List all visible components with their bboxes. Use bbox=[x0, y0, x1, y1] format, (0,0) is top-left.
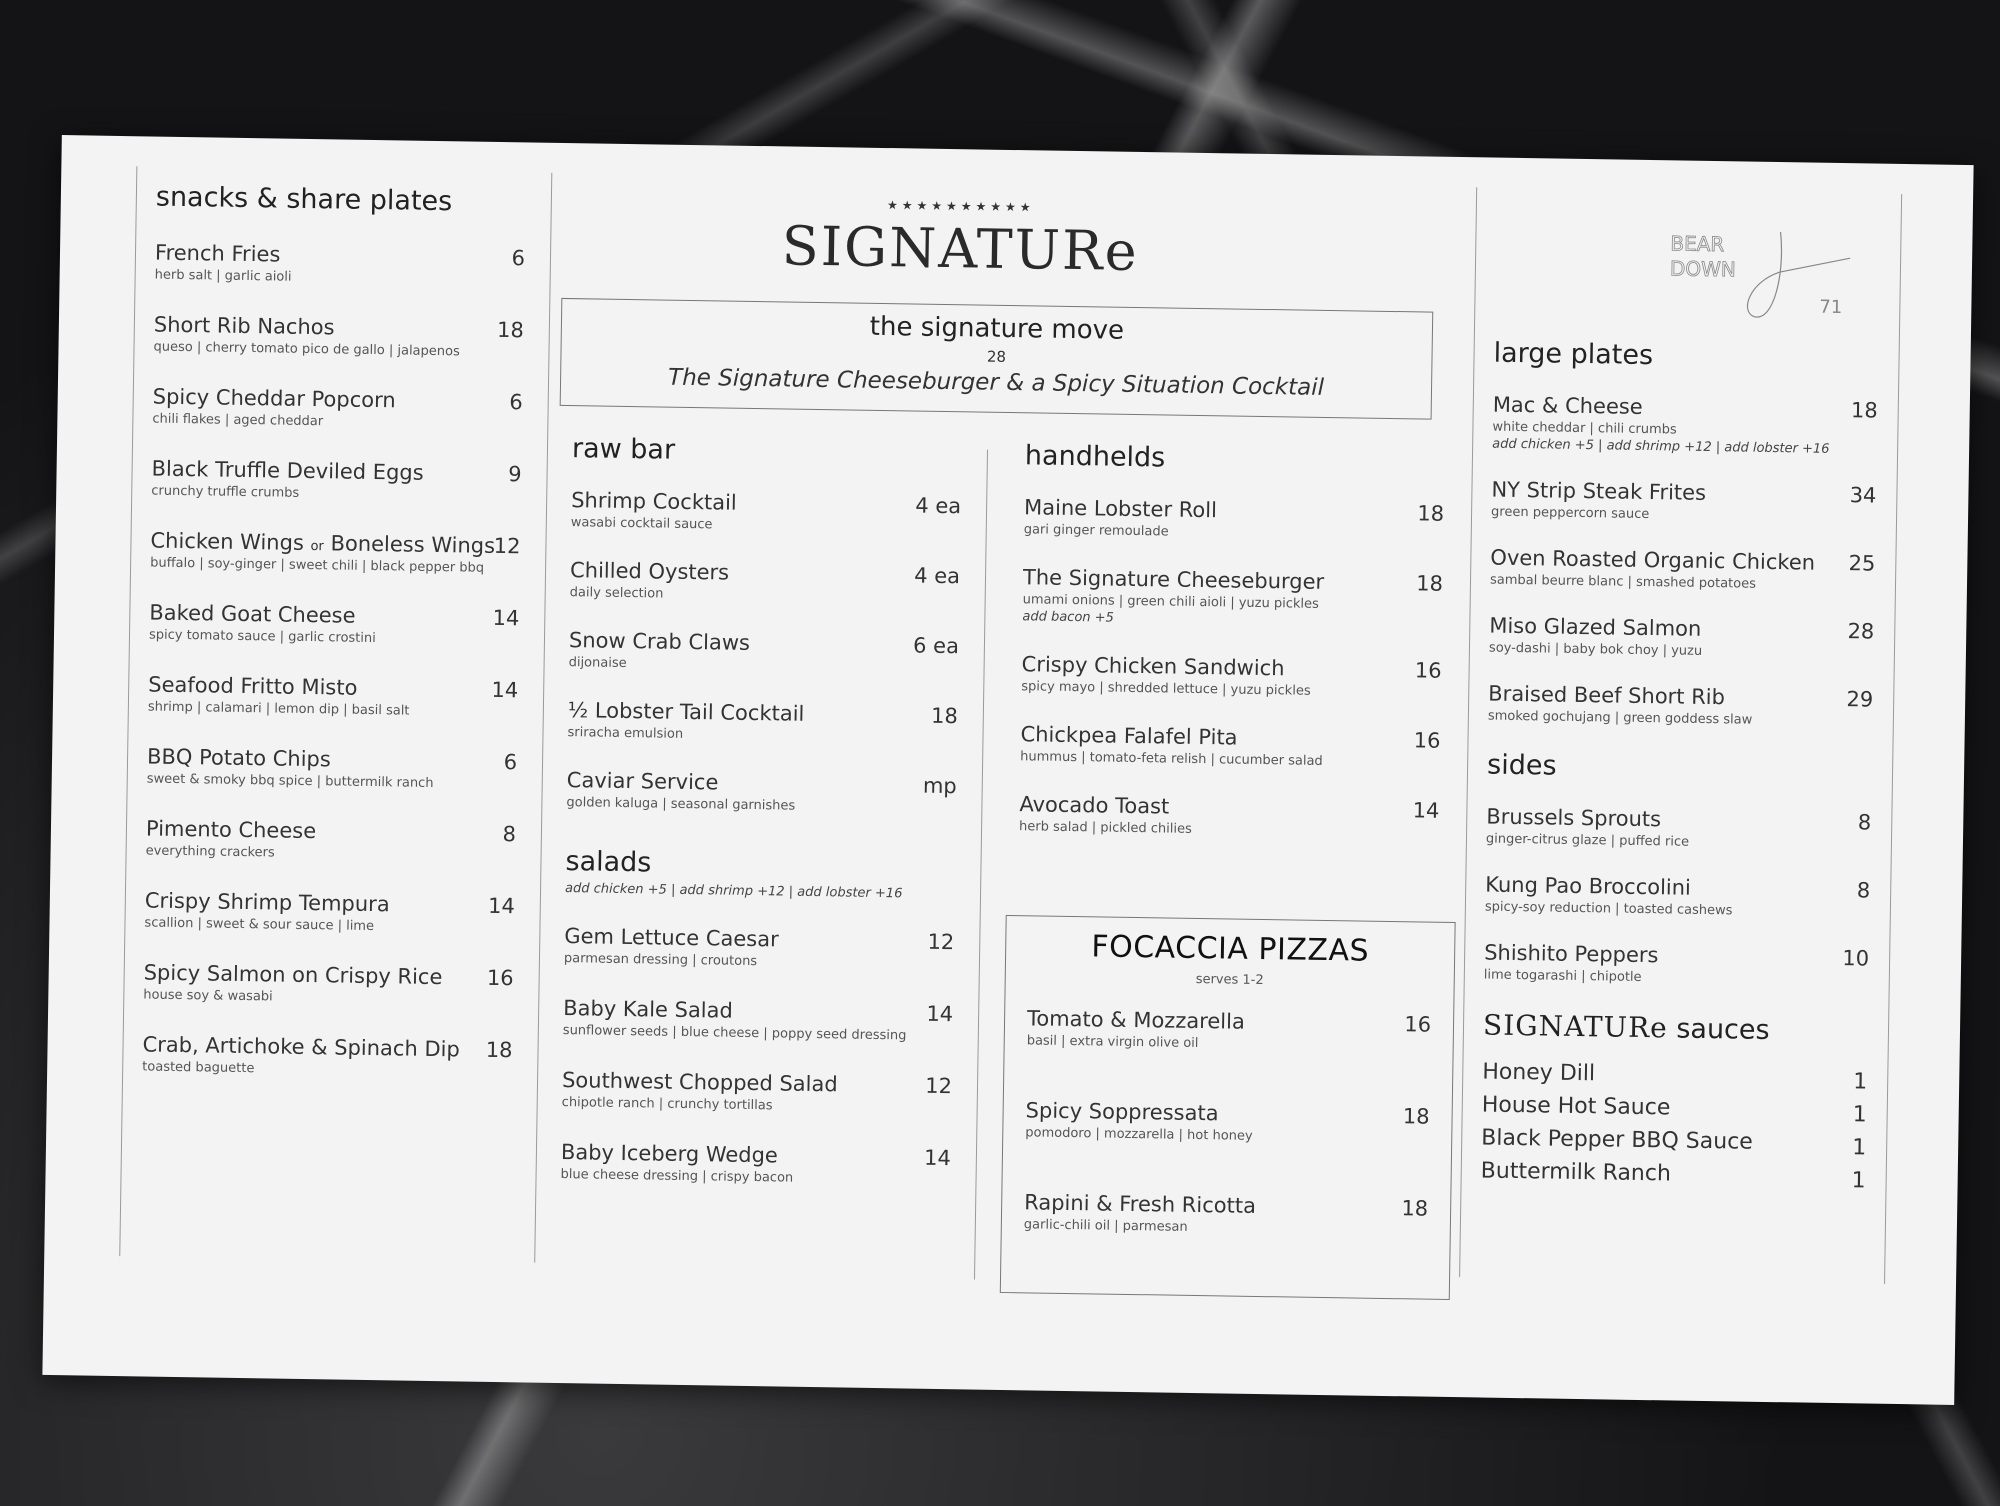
sauce-item: Honey Dill 1 bbox=[1482, 1059, 1868, 1095]
divider-right bbox=[1459, 187, 1477, 1277]
sauces-label: sauces bbox=[1676, 1013, 1770, 1046]
menu-item: Spicy Cheddar Popcorn chili flakes | aged cheddar 6 bbox=[152, 384, 523, 430]
handhelds-title: handhelds bbox=[1024, 440, 1166, 474]
menu-item: Kung Pao Broccolini spicy-soy reduction | toasted cashews 8 bbox=[1484, 872, 1871, 919]
rawbar-section bbox=[560, 433, 962, 1218]
snacks-section bbox=[142, 182, 526, 1103]
menu-item: Spicy Salmon on Crispy Rice house soy & wasabi 16 bbox=[143, 960, 514, 1005]
promo-title: the signature move bbox=[869, 311, 1125, 346]
menu-item: Tomato & Mozzarella basil | extra virgin olive oil 16 bbox=[1026, 1006, 1432, 1052]
menu-item: Spicy Soppressata pomodoro | mozzarella | hot honey 18 bbox=[1025, 1098, 1430, 1144]
menu-item: Baby Iceberg Wedge blue cheese dressing | crispy bacon 14 bbox=[560, 1140, 952, 1186]
menu-item: Brussels Sprouts ginger-citrus glaze | puffed rice 8 bbox=[1485, 804, 1872, 850]
menu-item: Chilled Oysters daily selection 4 ea bbox=[569, 558, 961, 602]
menu-item: Mac & Cheese white cheddar | chili crumbs add chicken +5 | add shrimp +12 | add lobster +16 18 bbox=[1492, 392, 1878, 457]
sauces-brand: SIGNATURe bbox=[1482, 1008, 1669, 1045]
menu-item: Braised Beef Short Rib smoked gochujang | green goddess slaw 29 bbox=[1487, 681, 1874, 728]
menu-item: Baked Goat Cheese spicy tomato sauce | garlic crostini 14 bbox=[148, 600, 520, 647]
autograph-line2: DOWN bbox=[1669, 256, 1737, 282]
snacks-title: snacks & share plates bbox=[155, 181, 453, 218]
sauce-item: House Hot Sauce 1 bbox=[1481, 1092, 1867, 1128]
large-plates-section bbox=[1480, 338, 1878, 1198]
menu-item: Crispy Chicken Sandwich spicy mayo | shredded lettuce | yuzu pickles 16 bbox=[1021, 652, 1442, 699]
pizzas-title: FOCACCIA PIZZAS bbox=[1091, 929, 1370, 969]
menu-item: Gem Lettuce Caesar parmesan dressing | croutons 12 bbox=[563, 924, 955, 970]
signature-move-box bbox=[560, 298, 1434, 420]
menu-item: Chicken Wings or Boneless Wings buffalo | soy-ginger | sweet chili | black pepper bbq 12 bbox=[150, 528, 521, 576]
border-right bbox=[1884, 194, 1902, 1284]
autograph-number: 71 bbox=[1819, 296, 1843, 319]
menu-item: Snow Crab Claws dijonaise 6 ea bbox=[568, 628, 960, 671]
sides-title: sides bbox=[1486, 749, 1557, 782]
menu-item: Southwest Chopped Salad chipotle ranch | crunchy tortillas 12 bbox=[561, 1068, 953, 1114]
salads-note: add chicken +5 | add shrimp +12 | add lobster +16 bbox=[564, 881, 903, 902]
menu-item: Avocado Toast herb salad | pickled chilies 14 bbox=[1018, 792, 1440, 837]
menu-item: Rapini & Fresh Ricotta garlic-chili oil | parmesan 18 bbox=[1023, 1190, 1429, 1235]
promo-description: The Signature Cheeseburger & a Spicy Situation Cocktail bbox=[667, 364, 1325, 401]
menu-item: Baby Kale Salad sunflower seeds | blue cheese | poppy seed dressing 14 bbox=[562, 996, 954, 1044]
menu-item: Maine Lobster Roll gari ginger remoulade 18 bbox=[1023, 495, 1445, 540]
autograph-line1: BEAR bbox=[1670, 231, 1725, 257]
menu-item: Caviar Service golden kaluga | seasonal garnishes mp bbox=[566, 768, 957, 814]
large-title: large plates bbox=[1493, 337, 1654, 372]
sauce-item: Black Pepper BBQ Sauce 1 bbox=[1481, 1125, 1867, 1161]
menu-item: Shrimp Cocktail wasabi cocktail sauce 4 ea bbox=[570, 488, 962, 533]
divider-left bbox=[534, 173, 552, 1263]
menu-item: BBQ Potato Chips sweet & smoky bbq spice | buttermilk ranch 6 bbox=[146, 744, 518, 791]
menu-item: The Signature Cheeseburger umami onions | green chili aioli | yuzu pickles add bacon +5 18 bbox=[1022, 565, 1444, 626]
sauces-title bbox=[1483, 1008, 1868, 1047]
autograph-signature bbox=[1659, 210, 1861, 333]
menu-item: Crispy Shrimp Tempura scallion | sweet & sour sauce | lime 14 bbox=[144, 888, 515, 935]
rawbar-title: raw bar bbox=[571, 433, 676, 466]
sauce-item: Buttermilk Ranch 1 bbox=[1480, 1158, 1866, 1194]
salads-title: salads bbox=[565, 846, 652, 879]
handhelds-section bbox=[1019, 440, 1446, 869]
pizzas-serves: serves 1-2 bbox=[1195, 971, 1264, 989]
brand-header bbox=[760, 196, 1161, 283]
divider-center bbox=[974, 450, 988, 1280]
border-left bbox=[119, 166, 137, 1256]
menu-item: Miso Glazed Salmon soy-dashi | baby bok choy | yuzu 28 bbox=[1488, 613, 1875, 659]
menu-item: French Fries herb salt | garlic aioli 6 bbox=[154, 240, 526, 285]
menu-item: Shishito Peppers lime togarashi | chipotle 10 bbox=[1483, 940, 1870, 985]
menu-item: Crab, Artichoke & Spinach Dip toasted baguette 18 bbox=[142, 1032, 513, 1077]
menu-item: Chickpea Falafel Pita hummus | tomato-feta relish | cucumber salad 16 bbox=[1020, 722, 1441, 769]
pizzas-list bbox=[1002, 1006, 1453, 1239]
brand-stars: ★★★★★★★★★★ bbox=[886, 198, 1035, 215]
brand-logo: SIGNATURe bbox=[781, 214, 1140, 283]
menu-item: Pimento Cheese everything crackers 8 bbox=[145, 816, 517, 861]
menu-item: NY Strip Steak Frites green peppercorn sauce 34 bbox=[1490, 477, 1877, 523]
menu-item: Oven Roasted Organic Chicken sambal beurre blanc | smashed potatoes 25 bbox=[1489, 545, 1876, 592]
focaccia-pizzas-box bbox=[1000, 915, 1456, 1300]
menu-item: Seafood Fritto Misto shrimp | calamari | lemon dip | basil salt 14 bbox=[147, 672, 519, 719]
menu-sheet bbox=[42, 135, 1973, 1405]
menu-item: Short Rib Nachos queso | cherry tomato pico de gallo | jalapenos 18 bbox=[153, 312, 525, 360]
menu-item: Black Truffle Deviled Eggs crunchy truffle crumbs 9 bbox=[151, 456, 522, 501]
menu-item: ½ Lobster Tail Cocktail sriracha emulsion 18 bbox=[567, 698, 959, 742]
promo-price: 28 bbox=[986, 347, 1007, 366]
